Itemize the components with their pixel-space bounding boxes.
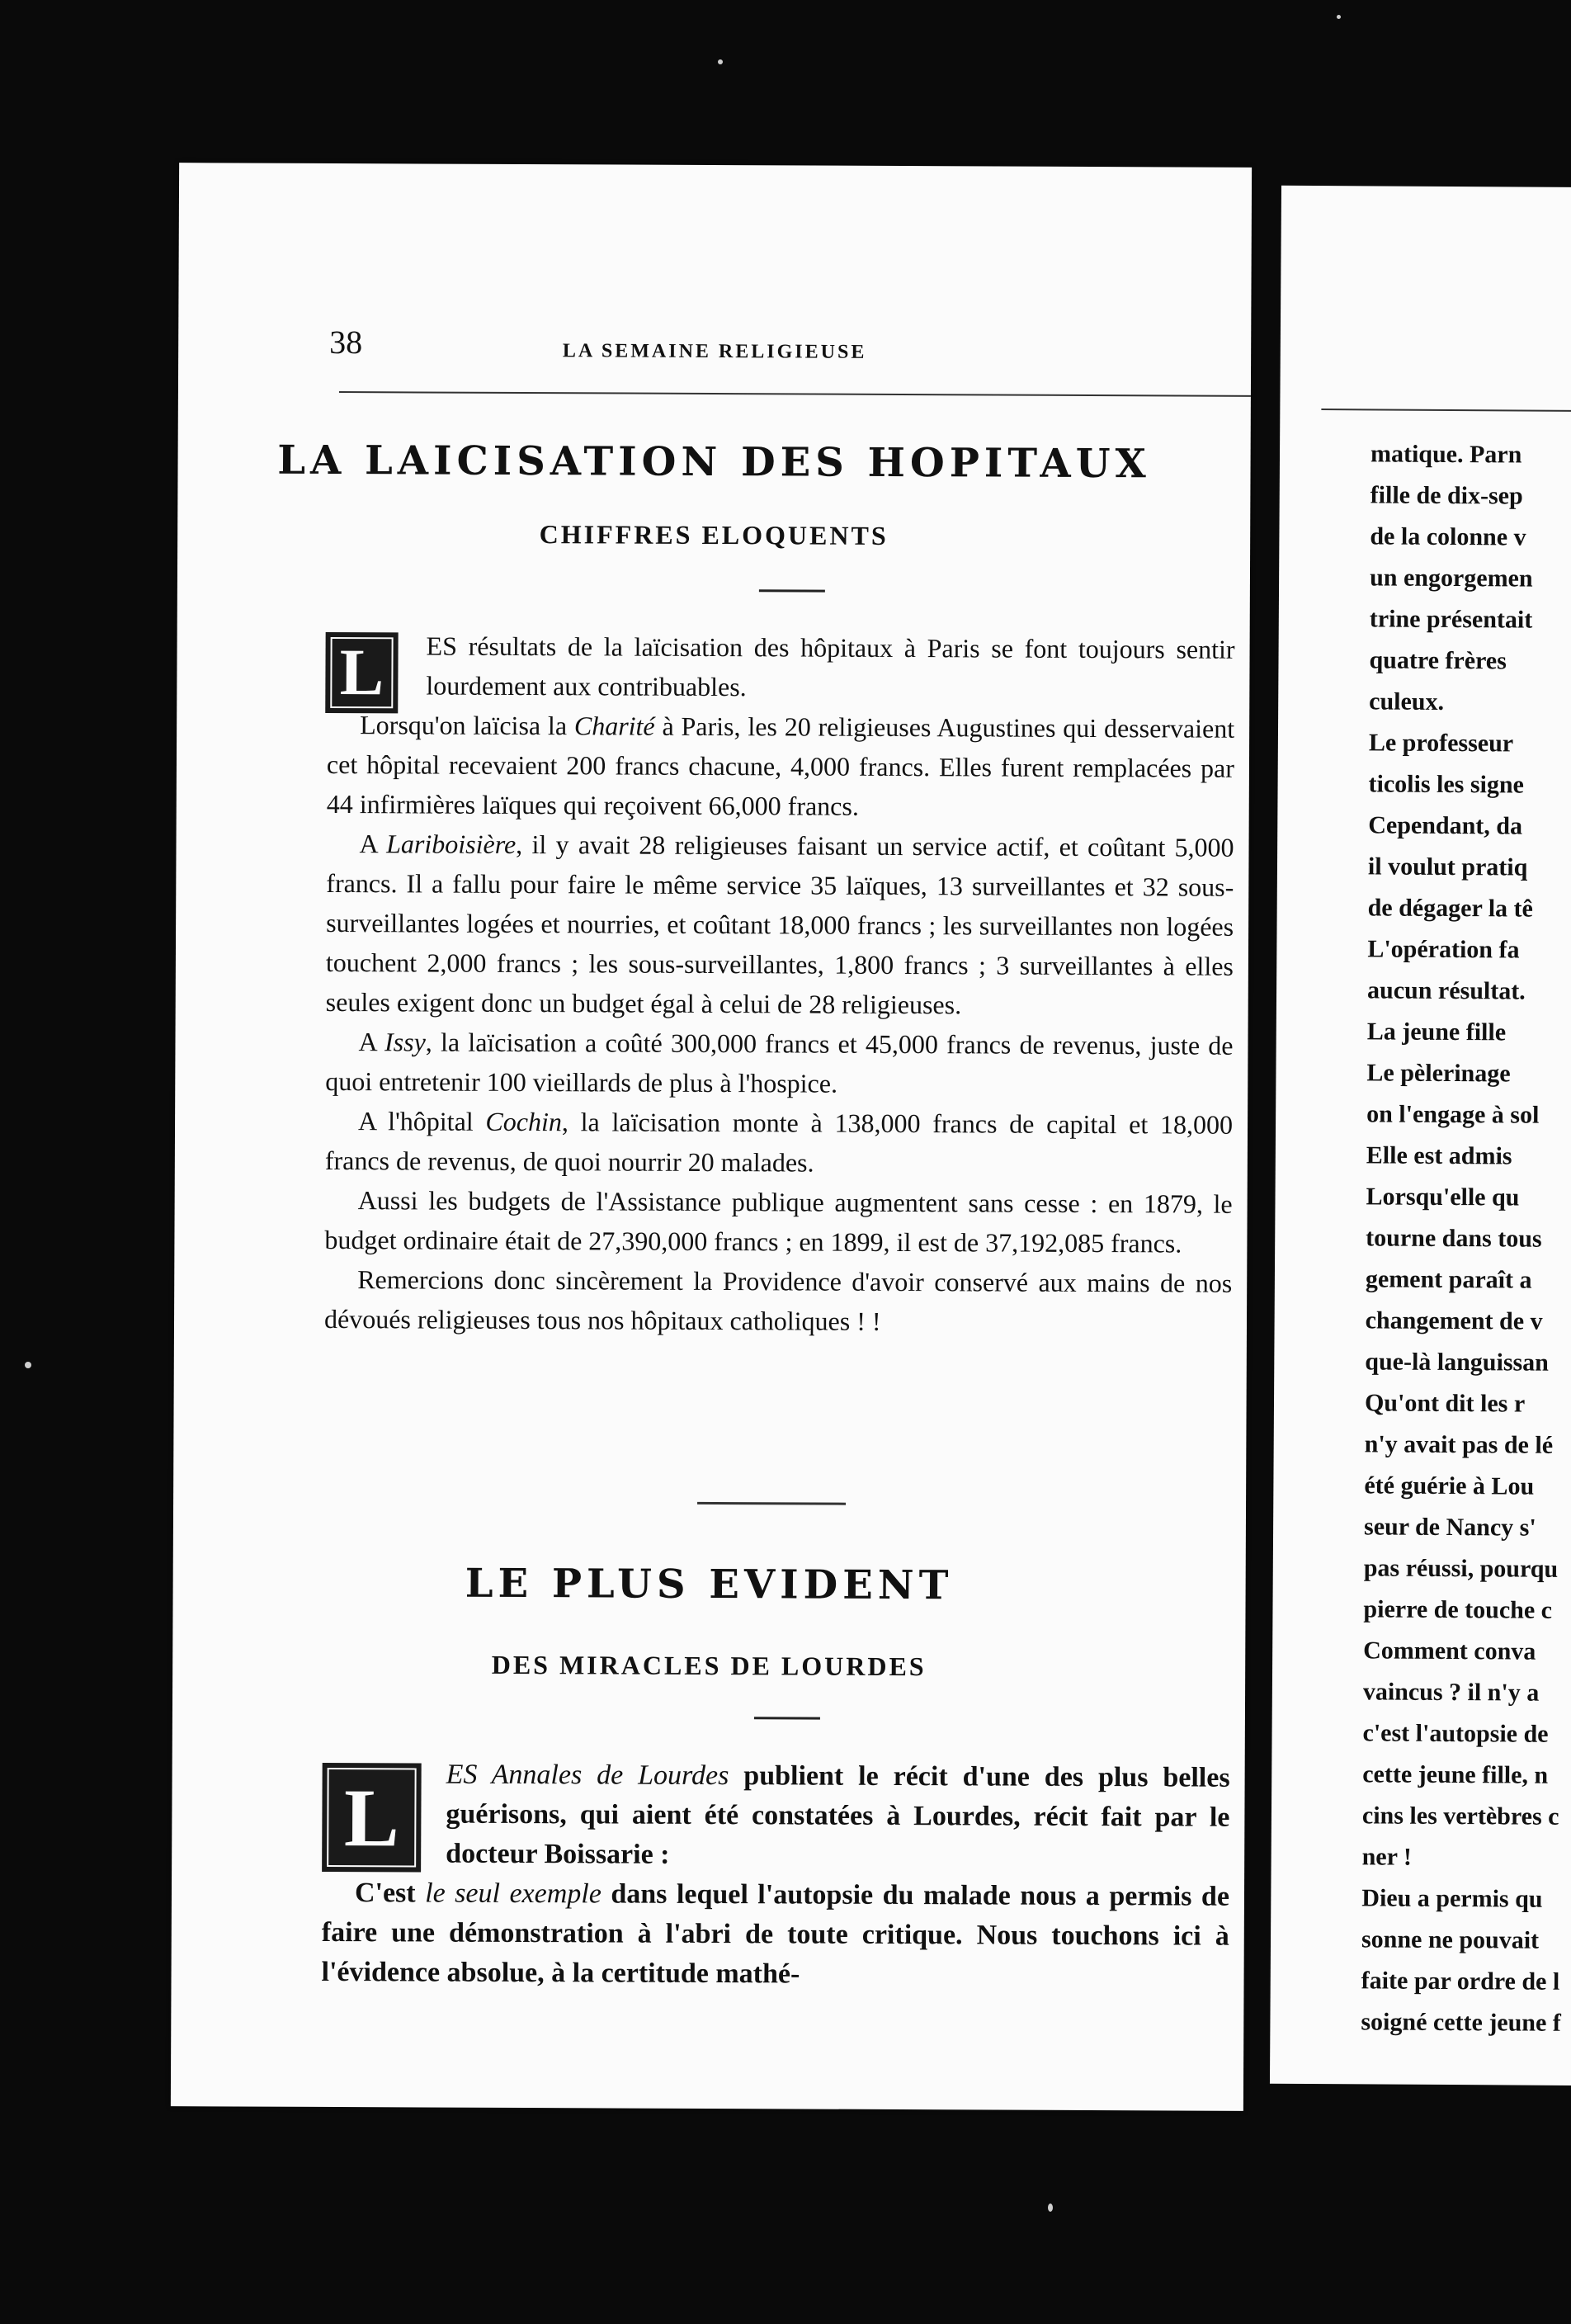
paragraph: Remercions donc sincèrement la Providence d'avoir conservé aux mains de nos dévoués religieuses tous nos hôpitaux catholiques ! ! [323,1264,1233,1336]
paragraph: Lorsqu'on laïcisa la Charité à Paris, les 20 religieuses Augustines qui desservaient cet hôpital recevaient 200 francs chacune, 4,000 francs. Elles furent remplacées par 44 infirmières laïques qui reçoivent 66,000 francs. [326,710,1235,821]
right-page-line: de dégager la tê [1367,894,1534,923]
right-page-text [1361,433,1571,2045]
right-page-line: Le pèlerinage [1366,1059,1511,1088]
right-page-line: L'opération fa [1367,935,1520,964]
left-page [171,163,1252,2111]
right-page-line: seur de Nancy s' [1364,1513,1536,1542]
scan-speck [25,1362,31,1368]
article-subtitle-chiffres: CHIFFRES ELOQUENTS [539,519,889,550]
right-page-line: changement de v [1365,1306,1543,1335]
right-page-partial [1270,186,1571,2086]
right-page-line: c'est l'autopsie de [1362,1719,1549,1748]
right-page-line: de la colonne v [1370,522,1526,551]
right-page-line: il voulut pratiq [1367,853,1528,881]
paragraph: Aussi les budgets de l'Assistance publique augmentent sans cesse : en 1879, le budget ordinaire était de 27,390,000 francs ; en 1899, il est de 37,192,085 francs. [324,1185,1233,1259]
right-page-line: été guérie à Lou [1364,1471,1535,1500]
right-page-line: quatre frères [1369,646,1507,675]
scan-speck [718,59,723,64]
right-page-line: gement paraît a [1365,1265,1532,1294]
article-title-plus-evident: LE PLUS EVIDENT [465,1560,954,1609]
article-title-laicisation: LA LAICISATION DES HOPITAUX [277,437,1151,488]
right-page-line: pas réussi, pourqu [1363,1554,1559,1583]
paragraph: A Issy, la laïcisation a coûté 300,000 francs et 45,000 francs de revenus, juste de quoi entretenir 100 vieillards de plus à l'hospice. [325,1027,1234,1098]
right-page-line: vaincus ? il n'y a [1362,1678,1540,1707]
right-page-line: cins les vertèbres c [1361,1802,1559,1830]
paragraph: C'est le seul exemple dans lequel l'autopsie du malade nous a permis de faire une démonstration à l'abri de toute critique. Nous touchons ici à l'évidence absolue, à la certitude mathé- [321,1878,1230,1990]
right-page-line: Qu'ont dit les r [1364,1389,1526,1418]
right-page-line: Le professeur [1368,729,1514,758]
paragraph: A Lariboisière, il y avait 28 religieuses faisant un service actif, et coûtant 5,000 francs. Il a fallu pour faire le même service 35 laïques, 13 surveillantes et 32 sous-surveillantes logées et nourries, et coûtant 18,000 francs ; les surveillantes non logées touchent 2,000 francs ; les sous-surveillantes, 1,800 francs ; 3 surveillantes à elles seules exigent donc un budget égal à celui de 28 religieuses. [325,829,1234,1020]
right-page-line: sonne ne pouvait [1361,1925,1540,1954]
right-page-line: ner ! [1361,1843,1413,1871]
scan-speck [1337,15,1341,19]
right-page-line: Dieu a permis qu [1361,1884,1543,1913]
right-page-line: Cependant, da [1368,811,1523,840]
right-page-line: fille de dix-sep [1370,481,1523,510]
header-rule [339,391,1251,397]
short-divider [759,589,825,592]
right-page-line: soigné cette jeune f [1361,2008,1561,2037]
scan-speck [1048,2204,1053,2212]
right-page-line: tourne dans tous [1366,1224,1542,1253]
drop-cap-initial: L [322,1763,422,1873]
right-page-line: Elle est admis [1366,1141,1512,1170]
paragraph: ES Annales de Lourdes publient le récit d'une des plus belles guérisons, qui aient été constatées à Lourdes, récit fait par le docteur Boissarie : [446,1759,1230,1870]
right-page-line: faite par ordre de l [1361,1967,1560,1996]
right-page-line: matique. Parn [1370,440,1522,469]
right-page-line: Lorsqu'elle qu [1366,1183,1520,1212]
drop-cap-initial: L [325,632,398,713]
right-page-line: ticolis les signe [1368,770,1525,799]
page-number: 38 [329,323,363,361]
running-title: LA SEMAINE RELIGIEUSE [562,340,867,363]
short-divider [754,1717,820,1719]
right-page-line: culeux. [1369,687,1445,716]
right-page-line: Comment conva [1363,1637,1536,1665]
right-page-line: cette jeune fille, n [1362,1760,1549,1789]
section-divider [697,1502,846,1505]
article-body-lourdes [321,1755,1229,1996]
right-page-line: pierre de touche c [1363,1595,1553,1624]
paragraph: A l'hôpital Cochin, la laïcisation monte à 138,000 francs de capital et 18,000 francs de revenus, de quoi nourrir 20 malades. [324,1106,1234,1178]
right-page-line: La jeune fille [1366,1018,1507,1046]
right-page-line: n'y avait pas de lé [1364,1430,1554,1459]
header-rule [1321,409,1571,412]
article-subtitle-miracles: DES MIRACLES DE LOURDES [491,1649,927,1682]
right-page-line: que-là languissan [1365,1348,1550,1377]
paragraph: ES résultats de la laïcisation des hôpitaux à Paris se font toujours sentir lourdement aux contribuables. [426,631,1235,702]
article-body-laicisation [324,626,1235,1343]
right-page-line: un engorgemen [1370,564,1533,593]
right-page-line: on l'engage à sol [1366,1100,1540,1129]
right-page-line: trine présentait [1369,605,1533,634]
right-page-line: aucun résultat. [1366,976,1526,1005]
